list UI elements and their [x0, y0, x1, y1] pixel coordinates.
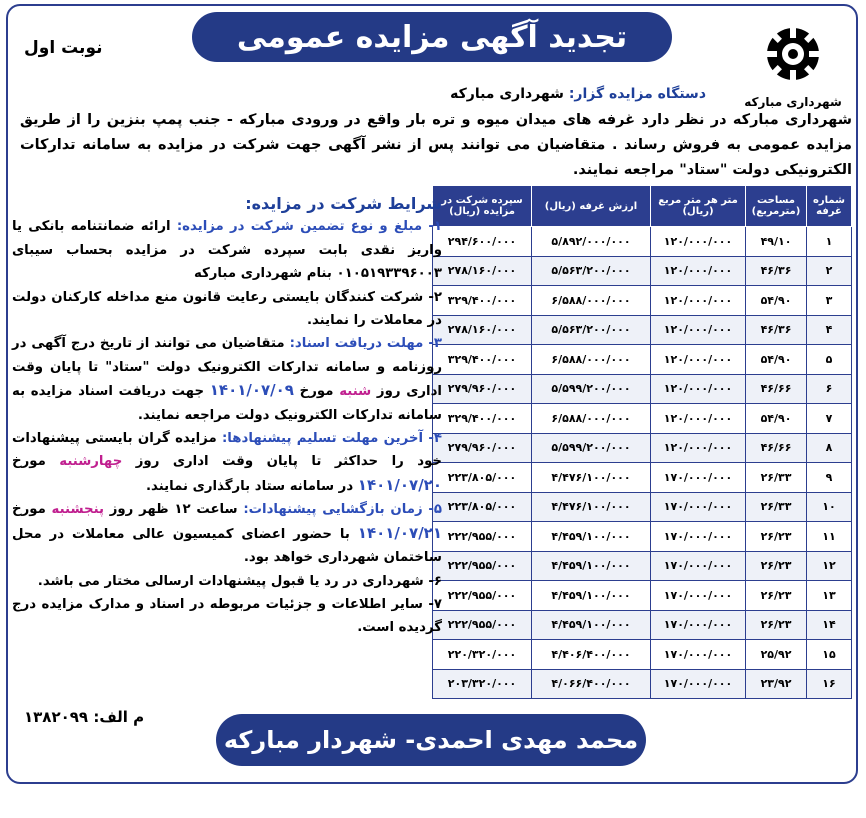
booth-value-cell: ۴/۴۷۶/۱۰۰/۰۰۰	[532, 492, 651, 522]
condition-4-text-a: مزایده گران بایستی پیشنهادات خود را حداکثر تا پایان وقت اداری روز	[12, 431, 442, 470]
price-per-meter-cell: ۱۷۰/۰۰۰/۰۰۰	[651, 640, 746, 670]
condition-1-key: ۱- مبلغ و نوع تضمین شرکت در مزایده:	[176, 219, 443, 235]
booth-no-cell: ۸	[807, 433, 852, 463]
price-per-meter-cell: ۱۷۰/۰۰۰/۰۰۰	[651, 522, 746, 552]
area-cell: ۲۶/۳۳	[746, 463, 807, 493]
table-row	[433, 610, 852, 640]
area-cell: ۲۵/۹۲	[746, 640, 807, 670]
area-cell: ۲۶/۲۳	[746, 581, 807, 611]
deposit-cell: ۲۲۲/۹۵۵/۰۰۰	[433, 581, 532, 611]
deposit-cell: ۲۹۴/۶۰۰/۰۰۰	[433, 227, 532, 257]
deposit-cell: ۲۲۲/۹۵۵/۰۰۰	[433, 610, 532, 640]
deposit-cell: ۲۷۸/۱۶۰/۰۰۰	[433, 315, 532, 345]
booth-no-cell: ۱۵	[807, 640, 852, 670]
table-row	[433, 286, 852, 316]
reference-number: م الف: ۱۳۸۲۰۹۹	[24, 708, 145, 726]
condition-3-date: ۱۴۰۱/۰۷/۰۹	[209, 381, 294, 400]
table-row	[433, 374, 852, 404]
deposit-cell: ۲۲۳/۸۰۵/۰۰۰	[433, 463, 532, 493]
price-per-meter-cell: ۱۷۰/۰۰۰/۰۰۰	[651, 492, 746, 522]
table-header-row	[433, 186, 852, 227]
booth-no-cell: ۷	[807, 404, 852, 434]
deposit-cell: ۲۲۲/۹۵۵/۰۰۰	[433, 551, 532, 581]
issuer-line	[450, 86, 706, 102]
area-cell: ۴۶/۶۶	[746, 374, 807, 404]
table-row	[433, 404, 852, 434]
condition-5-text-b: مورخ	[12, 502, 52, 518]
notice-title: تجدید آگهی مزایده عمومی	[192, 12, 672, 62]
booth-value-cell: ۶/۵۸۸/۰۰۰/۰۰۰	[532, 286, 651, 316]
booth-value-cell: ۴/۴۵۹/۱۰۰/۰۰۰	[532, 522, 651, 552]
booth-no-cell: ۵	[807, 345, 852, 375]
booth-no-cell: ۳	[807, 286, 852, 316]
table-row	[433, 551, 852, 581]
deposit-cell: ۲۲۰/۳۲۰/۰۰۰	[433, 640, 532, 670]
condition-5-day: پنجشنبه	[51, 502, 105, 518]
condition-6: ۶- شهرداری در رد یا قبول پیشنهادات ارسالی مختار می باشد.	[37, 573, 442, 589]
condition-4-text-c: در سامانه ستاد بارگذاری نمایند.	[145, 478, 358, 494]
price-per-meter-cell: ۱۲۰/۰۰۰/۰۰۰	[651, 374, 746, 404]
area-cell: ۴۶/۶۶	[746, 433, 807, 463]
table-row	[433, 640, 852, 670]
booth-value-cell: ۴/۴۵۹/۱۰۰/۰۰۰	[532, 581, 651, 611]
booth-no-cell: ۱۶	[807, 669, 852, 699]
price-per-meter-cell: ۱۷۰/۰۰۰/۰۰۰	[651, 551, 746, 581]
condition-7: ۷- سایر اطلاعات و جزئیات مربوطه در اسناد و مدارک مزایده درج گردیده است.	[12, 596, 442, 636]
table-row	[433, 581, 852, 611]
price-per-meter-cell: ۱۲۰/۰۰۰/۰۰۰	[651, 315, 746, 345]
deposit-cell: ۲۷۹/۹۶۰/۰۰۰	[433, 374, 532, 404]
condition-5-date: ۱۴۰۱/۰۷/۲۱	[357, 523, 442, 542]
condition-4	[12, 427, 442, 498]
area-cell: ۲۳/۹۲	[746, 669, 807, 699]
deposit-cell: ۲۲۲/۹۵۵/۰۰۰	[433, 522, 532, 552]
booth-value-cell: ۵/۵۶۳/۲۰۰/۰۰۰	[532, 256, 651, 286]
table-row	[433, 345, 852, 375]
area-cell: ۵۴/۹۰	[746, 404, 807, 434]
price-per-meter-cell: ۱۲۰/۰۰۰/۰۰۰	[651, 256, 746, 286]
area-cell: ۴۹/۱۰	[746, 227, 807, 257]
header-price-per-meter: متر هر متر مربع (ریال)	[651, 186, 746, 227]
condition-3-key: ۳- مهلت دریافت اسناد:	[289, 336, 442, 352]
booths-table	[432, 185, 852, 699]
table-row	[433, 463, 852, 493]
booth-no-cell: ۱۴	[807, 610, 852, 640]
intro-paragraph: شهرداری مبارکه در نظر دارد غرفه های میدان میوه و تره بار واقع در ورودی مبارکه - جنب پمپ بنزین را از طریق مزایده عمومی به فروش رساند . متقاضیان می توانند پس از نشر آگهی جهت شرکت در مزایده به سامانه تدارکات الکترونیکی دولت "ستاد" مراجعه نمایند.	[20, 112, 852, 178]
booth-value-cell: ۶/۵۸۸/۰۰۰/۰۰۰	[532, 404, 651, 434]
booth-value-cell: ۴/۴۰۶/۴۰۰/۰۰۰	[532, 640, 651, 670]
condition-4-date: ۱۴۰۱/۰۷/۲۰	[357, 475, 442, 494]
deposit-cell: ۲۷۸/۱۶۰/۰۰۰	[433, 256, 532, 286]
condition-1-text: ارائه ضمانتنامه بانکی یا واریز نقدی بابت سپرده شرکت در مزایده بحساب سیبای ۰۱۰۵۱۹۳۳۹۶۰۰۳ بنام شهرداری مبارکه	[12, 219, 442, 282]
booth-value-cell: ۵/۵۹۹/۲۰۰/۰۰۰	[532, 374, 651, 404]
booth-no-cell: ۲	[807, 256, 852, 286]
booth-no-cell: ۱۲	[807, 551, 852, 581]
table-row	[433, 669, 852, 699]
table-row	[433, 522, 852, 552]
area-cell: ۵۴/۹۰	[746, 345, 807, 375]
table-row	[433, 492, 852, 522]
booth-no-cell: ۱۳	[807, 581, 852, 611]
booth-value-cell: ۵/۵۶۳/۲۰۰/۰۰۰	[532, 315, 651, 345]
deposit-cell: ۲۷۹/۹۶۰/۰۰۰	[433, 433, 532, 463]
header-booth-value: ارزش غرفه (ریال)	[532, 186, 651, 227]
condition-3-text-b: مورخ	[293, 384, 340, 400]
booth-value-cell: ۵/۸۹۲/۰۰۰/۰۰۰	[532, 227, 651, 257]
condition-5-key: ۵- زمان بازگشایی پیشنهادات:	[243, 502, 442, 518]
booth-value-cell: ۴/۴۵۹/۱۰۰/۰۰۰	[532, 610, 651, 640]
table-row	[433, 256, 852, 286]
issuer-label: دستگاه مزایده گزار:	[568, 86, 706, 102]
deposit-cell: ۳۲۹/۴۰۰/۰۰۰	[433, 286, 532, 316]
deposit-cell: ۲۰۳/۳۲۰/۰۰۰	[433, 669, 532, 699]
condition-3	[12, 332, 442, 427]
condition-5-text-c: با حضور اعضای کمیسیون عالی معاملات در محل ساختمان شهرداری خواهد بود.	[12, 526, 442, 566]
area-cell: ۴۶/۳۶	[746, 315, 807, 345]
publication-round: نوبت اول	[24, 38, 103, 58]
table-row	[433, 315, 852, 345]
condition-1	[12, 215, 442, 285]
deposit-cell: ۲۲۳/۸۰۵/۰۰۰	[433, 492, 532, 522]
condition-5	[12, 498, 442, 569]
area-cell: ۲۶/۳۳	[746, 492, 807, 522]
condition-4-key: ۴- آخرین مهلت تسلیم پیشنهادها:	[221, 431, 442, 447]
price-per-meter-cell: ۱۲۰/۰۰۰/۰۰۰	[651, 286, 746, 316]
booth-no-cell: ۱	[807, 227, 852, 257]
booth-value-cell: ۴/۴۵۹/۱۰۰/۰۰۰	[532, 551, 651, 581]
table-row	[433, 227, 852, 257]
price-per-meter-cell: ۱۲۰/۰۰۰/۰۰۰	[651, 227, 746, 257]
price-per-meter-cell: ۱۲۰/۰۰۰/۰۰۰	[651, 345, 746, 375]
deposit-cell: ۳۲۹/۴۰۰/۰۰۰	[433, 345, 532, 375]
booth-no-cell: ۴	[807, 315, 852, 345]
price-per-meter-cell: ۱۷۰/۰۰۰/۰۰۰	[651, 610, 746, 640]
price-per-meter-cell: ۱۲۰/۰۰۰/۰۰۰	[651, 433, 746, 463]
booth-no-cell: ۹	[807, 463, 852, 493]
area-cell: ۲۶/۲۳	[746, 551, 807, 581]
issuer-value: شهرداری مبارکه	[450, 86, 564, 102]
area-cell: ۴۶/۳۶	[746, 256, 807, 286]
booth-no-cell: ۱۱	[807, 522, 852, 552]
signature-banner: محمد مهدی احمدی- شهردار مبارکه	[216, 714, 646, 766]
price-per-meter-cell: ۱۲۰/۰۰۰/۰۰۰	[651, 404, 746, 434]
area-cell: ۵۴/۹۰	[746, 286, 807, 316]
condition-3-text-a: متقاضیان می توانند از تاریخ درج آگهی در روزنامه و سامانه تدارکات الکترونیک دولت "ستاد" تا پایان وقت اداری روز	[12, 336, 442, 400]
condition-4-day: چهارشنبه	[59, 454, 123, 470]
booth-value-cell: ۴/۰۶۶/۴۰۰/۰۰۰	[532, 669, 651, 699]
conditions-heading: شرایط شرکت در مزایده:	[245, 194, 442, 213]
booth-value-cell: ۵/۵۹۹/۲۰۰/۰۰۰	[532, 433, 651, 463]
deposit-cell: ۳۲۹/۴۰۰/۰۰۰	[433, 404, 532, 434]
booth-no-cell: ۶	[807, 374, 852, 404]
header-deposit: سپرده شرکت در مزایده (ریال)	[433, 186, 532, 227]
condition-4-text-b: مورخ	[12, 454, 60, 470]
logo-text: شهرداری مبارکه	[744, 95, 842, 109]
booth-value-cell: ۴/۴۷۶/۱۰۰/۰۰۰	[532, 463, 651, 493]
table-row	[433, 433, 852, 463]
condition-3-day: شنبه	[339, 384, 372, 400]
price-per-meter-cell: ۱۷۰/۰۰۰/۰۰۰	[651, 581, 746, 611]
price-per-meter-cell: ۱۷۰/۰۰۰/۰۰۰	[651, 669, 746, 699]
price-per-meter-cell: ۱۷۰/۰۰۰/۰۰۰	[651, 463, 746, 493]
area-cell: ۲۶/۲۳	[746, 522, 807, 552]
booth-value-cell: ۶/۵۸۸/۰۰۰/۰۰۰	[532, 345, 651, 375]
conditions-section	[12, 192, 442, 640]
header-booth-no: شماره غرفه	[807, 186, 852, 227]
condition-3-text-c: جهت دریافت اسناد مزایده به سامانه تدارکات الکترونیک دولت مراجعه نمایند.	[12, 384, 442, 423]
area-cell: ۲۶/۲۳	[746, 610, 807, 640]
header-area: مساحت (مترمربع)	[746, 186, 807, 227]
condition-5-text-a: ساعت ۱۲ ظهر روز	[104, 502, 244, 518]
condition-2: ۲- شرکت کنندگان بایستی رعایت قانون منع مداخله کارکنان دولت در معاملات را نمایند.	[12, 289, 442, 329]
booth-no-cell: ۱۰	[807, 492, 852, 522]
